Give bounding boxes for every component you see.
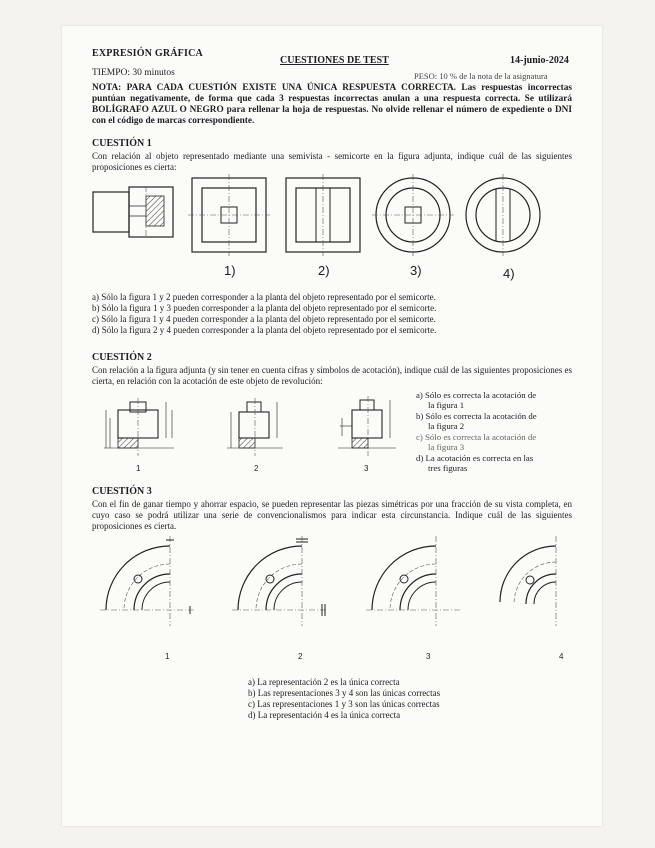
q2-text: Con relación a la figura adjunta (y sin tener en cuenta cifras y símbolos de acotación), indique cuál de las siguientes proposiciones es cierta, en relación con la acotación de este objeto de revolución: [92,365,572,386]
q2-option-d[interactable] [416,453,561,473]
exam-time: TIEMPO: 30 minutos [92,68,175,78]
exam-date: 14-junio-2024 [510,55,569,66]
q2-option-c-l1: c) Sólo es correcta la acotación de [416,432,537,442]
q3-option-a[interactable]: a) La representación 2 es la única correcta [248,677,400,687]
q1-figure-4 [462,174,544,256]
q3-option-b[interactable]: b) Las representaciones 3 y 4 son las únicas correctas [248,688,441,698]
q1-label-2: 2) [318,263,330,278]
q1-text: Con relación al objeto representado mediante una semivista - semicorte en la figura adjunta, indique cuál de las siguientes proposiciones es cierta: [92,151,572,172]
q2-figure-1 [100,398,178,456]
q3-label-3: 3 [426,652,431,661]
q2-option-d-l1: d) La acotación es correcta en las [416,453,534,463]
q2-label-1: 1 [136,464,141,473]
q3-figure-3 [366,536,466,626]
q3-text: Con el fin de ganar tiempo y ahorrar espacio, se pueden representar las piezas simétricas por una fracción de su vista completa, en cuyo caso se podrá utilizar una serie de convencionalismos para indicar esta circunstancia. Indique cuál de las siguientes proposiciones es cierta. [92,499,572,531]
q1-figure-1 [188,174,270,256]
q2-figure-3 [336,396,400,456]
q2-option-c-l2: la figura 3 [428,442,465,452]
q2-option-d-l2: tres figuras [428,463,468,473]
subject-title: EXPRESIÓN GRÁFICA [92,48,203,59]
q2-option-a-l2: la figura 1 [428,400,465,410]
q1-label-1: 1) [224,263,236,278]
q1-label-4: 4) [503,266,515,281]
q3-option-d[interactable]: d) La representación 4 es la única correcta [248,710,401,720]
q1-section-view [92,186,184,238]
q2-label-3: 3 [364,464,369,473]
q3-option-c[interactable]: c) Las representaciones 1 y 3 son las únicas correctas [248,699,440,709]
exam-note: NOTA: PARA CADA CUESTIÓN EXISTE UNA ÚNICA RESPUESTA CORRECTA. Las respuestas incorrectas puntúan negativamente, de forma que cada 3 respuestas incorrectas anulan a una respuesta correcta. Se utilizará BOLÍGRAFO AZUL O NEGRO para rellenar la hoja de respuestas. No olvide rellenar el número de expediente o DNI con el código de marcas correspondiente. [92,83,572,126]
q1-option-d[interactable]: d) Sólo la figura 2 y 4 pueden corresponder a la planta del objeto representado por el semicorte. [92,325,437,335]
q3-label-1: 1 [165,652,170,661]
q3-figure-4 [496,536,576,626]
q1-heading: CUESTIÓN 1 [92,138,152,149]
q2-option-b-l2: la figura 2 [428,421,465,431]
q1-label-3: 3) [410,263,422,278]
q2-option-a[interactable] [416,390,561,410]
q1-option-c[interactable]: c) Sólo la figura 1 y 4 pueden corresponder a la planta del objeto representado por el semicorte. [92,314,436,324]
q2-option-b-l1: b) Sólo es correcta la acotación de [416,411,537,421]
q3-figure-2 [232,536,332,626]
q1-option-b[interactable]: b) Sólo la figura 1 y 3 pueden corresponder a la planta del objeto representado por el semicorte. [92,303,437,313]
q2-figure-2 [225,398,289,456]
q1-figure-3 [372,174,454,256]
q3-label-2: 2 [298,652,303,661]
exam-weight: PESO: 10 % de la nota de la asignatura [414,71,548,81]
q1-option-a[interactable]: a) Sólo la figura 1 y 2 pueden corresponder a la planta del objeto representado por el semicorte. [92,292,436,302]
q2-options [416,390,561,474]
q3-label-4: 4 [559,652,564,661]
q2-option-c[interactable] [416,432,561,452]
exam-title: CUESTIONES DE TEST [280,55,389,66]
q2-option-a-l1: a) Sólo es correcta la acotación de [416,390,537,400]
q1-figure-2 [282,174,364,256]
q2-heading: CUESTIÓN 2 [92,352,152,363]
q3-heading: CUESTIÓN 3 [92,486,152,497]
q2-label-2: 2 [254,464,259,473]
q2-option-b[interactable] [416,411,561,431]
q3-figure-1 [100,536,200,626]
